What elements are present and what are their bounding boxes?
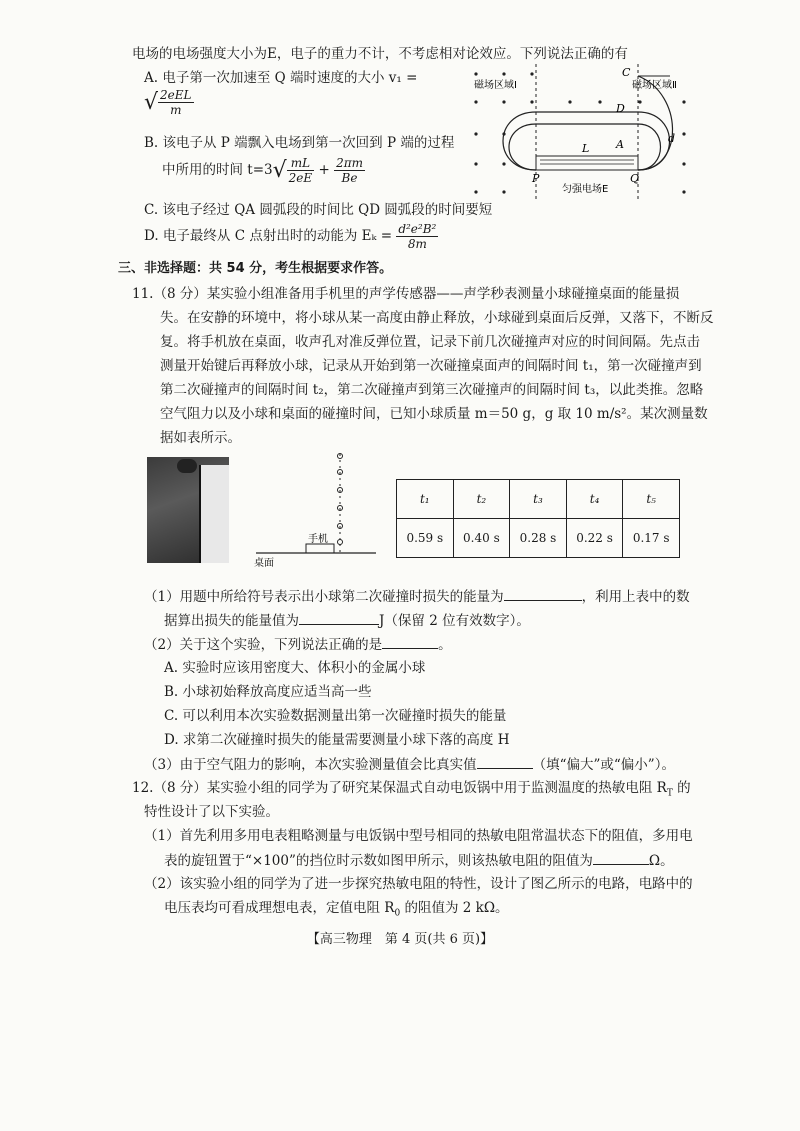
- q11-option: C. 可以利用本次实验数据测量出第一次碰撞时损失的能量: [164, 708, 507, 724]
- label-l: L: [582, 142, 590, 155]
- q10-option-b: B. 该电子从 P 端飘入电场到第一次回到 P 端的过程: [144, 135, 455, 151]
- table-header-cell: t₃: [510, 480, 567, 519]
- q11-option: B. 小球初始释放高度应适当高一些: [164, 684, 372, 700]
- q11-line: 复。将手机放在桌面，收声孔对准反弹位置，记录下前几次碰撞声对应的时间间隔。先点击: [160, 334, 700, 350]
- answer-blank[interactable]: [299, 610, 379, 625]
- q10-option-b-formula: 中所用的时间 t=3√ $\frac{mL}{2eE}$ + $\frac{2\pi m}{Be}$: [162, 156, 363, 185]
- q10-option-d: D. 电子最终从 C 点射出时的动能为 Eₖ = $\frac{\text{d²e²B²}}{8m}$: [144, 222, 437, 251]
- table-cell: 0.28 s: [510, 519, 567, 558]
- q11-line: 测量开始键后再释放小球，记录从开始到第一次碰撞桌面声的间隔时间 t₁，第一次碰撞声到: [160, 358, 702, 374]
- q11-line: 失。在安静的环境中，将小球从某一高度由静止释放，小球碰到桌面后反弹，又落下，不断反: [160, 310, 714, 326]
- timing-table: [396, 479, 680, 558]
- label-region-2: 磁场区域Ⅱ: [632, 80, 677, 91]
- table-cell: 0.17 s: [623, 519, 680, 558]
- label-d: D: [616, 102, 625, 115]
- q12-sub1-line1: （1）首先利用多用电表粗略测量与电饭锅中型号相同的热敏电阻常温状态下的阻值，多用电: [144, 828, 693, 844]
- q11-line: 据如表所示。: [160, 430, 241, 446]
- answer-blank[interactable]: [593, 850, 649, 865]
- cyclotron-diagram: [470, 64, 690, 200]
- orbit-middle: [503, 112, 670, 170]
- answer-blank[interactable]: [477, 754, 533, 769]
- q11-line: 11.（8 分）某实验小组准备用手机里的声学传感器——声学秒表测量小球碰撞桌面的能量损: [132, 286, 680, 302]
- answer-blank[interactable]: [504, 586, 582, 601]
- label-a: A: [616, 138, 624, 151]
- label-field: 匀强电场E: [562, 184, 609, 195]
- q12-sub2-line2: 电压表均可看成理想电表，定值电阻 $R_0$ 的阻值为 2 kΩ。: [164, 900, 509, 919]
- q11-line: 第二次碰撞声的间隔时间 t₂，第二次碰撞声到第三次碰撞声的间隔时间 t₃，以此类推。忽略: [160, 382, 704, 398]
- label-p: P: [532, 172, 540, 185]
- table-cell: 0.40 s: [453, 519, 510, 558]
- q10-option-c: C. 该电子经过 QA 圆弧段的时间比 QD 圆弧段的时间要短: [144, 202, 493, 218]
- q10-option-a: A. 电子第一次加速至 Q 端时速度的大小 v₁ =: [144, 70, 418, 86]
- label-region-1: 磁场区域Ⅰ: [474, 80, 517, 91]
- label-q: Q: [630, 172, 640, 185]
- q11-option: A. 实验时应该用密度大、体积小的金属小球: [164, 660, 426, 676]
- phone-shape: [306, 544, 334, 553]
- field-region: [536, 156, 638, 170]
- q12-line1: 12.（8 分）某实验小组的同学为了研究某保温式自动电饭锅中用于监测温度的热敏电阻 $R_T$ 的: [132, 780, 691, 799]
- q11-sub1-line2: 据算出损失的能量值为 J（保留 2 位有效数字）。: [164, 610, 530, 631]
- section-heading: 三、非选择题：共 54 分，考生根据要求作答。: [118, 261, 393, 276]
- table-header-cell: t₁: [397, 480, 454, 519]
- answer-blank[interactable]: [382, 634, 438, 649]
- experiment-photo: [147, 457, 229, 563]
- table-header-cell: t₄: [566, 480, 623, 519]
- q12-sub1-line2: 表的旋钮置于“×100”的挡位时示数如图甲所示，则该热敏电阻的阻值为 Ω。: [164, 850, 674, 871]
- table-row: [397, 480, 680, 519]
- q10-option-a-formula: √ $\frac{\text{2eEL}}{m}$: [144, 88, 192, 117]
- q11-sub3: （3）由于空气阻力的影响，本次实验测量值会比真实值 （填“偏大”或“偏小”）。: [144, 754, 675, 775]
- bounce-sketch: [250, 450, 380, 570]
- q11-stem: [132, 282, 714, 450]
- q10-intro: 电场的电场强度大小为E，电子的重力不计，不考虑相对论效应。下列说法正确的有: [132, 46, 628, 62]
- q11-line: 空气阻力以及小球和桌面的碰撞时间，已知小球质量 m＝50 g，g 取 10 m/s²。某次测量数: [160, 406, 708, 422]
- desk-label: 桌面: [254, 558, 274, 569]
- label-c: C: [622, 66, 631, 79]
- phone-label: 手机: [308, 534, 328, 545]
- table-row: [397, 519, 680, 558]
- q11-option: D. 求第二次碰撞时损失的能量需要测量小球下落的高度 H: [164, 732, 510, 748]
- q11-sub1-line1: （1）用题中所给符号表示出小球第二次碰撞时损失的能量为 ，利用上表中的数: [144, 586, 690, 607]
- q12-sub2-line1: （2）该实验小组的同学为了进一步探究热敏电阻的特性，设计了图乙所示的电路，电路中的: [144, 876, 693, 892]
- page-footer: 【高三物理 第 4 页(共 6 页)】: [306, 932, 494, 947]
- table-cell: 0.22 s: [566, 519, 623, 558]
- label-d-width: d: [668, 132, 676, 145]
- q12-line2: 特性设计了以下实验。: [144, 804, 279, 820]
- table-header-cell: t₂: [453, 480, 510, 519]
- table-header-cell: t₅: [623, 480, 680, 519]
- table-cell: 0.59 s: [397, 519, 454, 558]
- q11-sub2: （2）关于这个实验，下列说法正确的是 。: [144, 634, 452, 655]
